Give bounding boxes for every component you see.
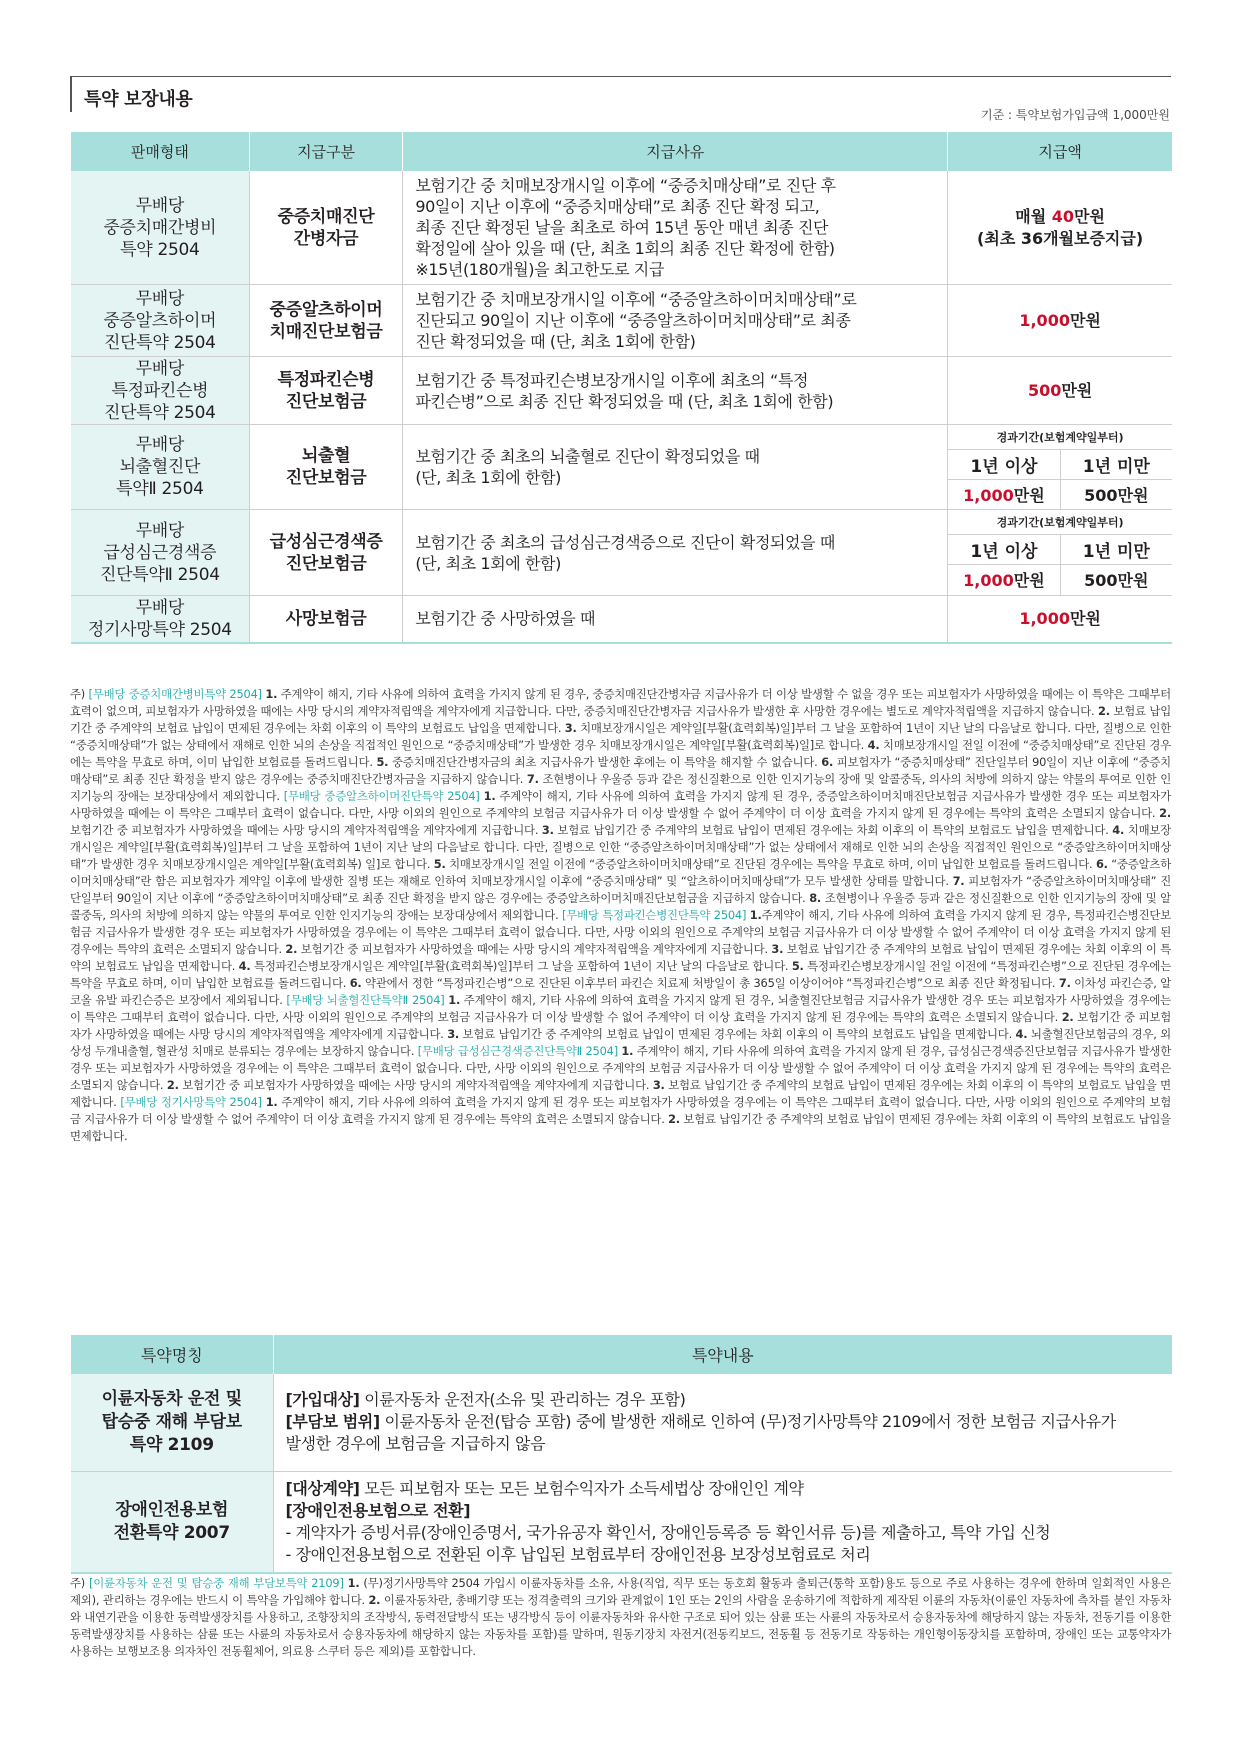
payment-category-cell [249, 171, 403, 285]
rider-name-highlight: [무배당 정기사망특약 2504] [120, 1095, 262, 1109]
note-item-number: 1. [448, 993, 461, 1007]
sales-type-cell [71, 510, 249, 596]
note-item-number: 2. [668, 1112, 680, 1126]
over-one-year-amount [948, 565, 1060, 595]
note-item-number: 7. [526, 772, 539, 786]
note-text: 중증치매진단간병자금의 최초 지급사유가 발생한 후에는 이 특약을 해지할 수 없습니다. [388, 755, 822, 769]
amount-unit: 만원 [1013, 571, 1045, 591]
note-text: 보험료 납입기간 중 주계약의 보험료 납입이 면제된 경우에는 차회 이후의 이 특약의 보험료도 납입을 면제합니다. [553, 823, 1113, 837]
note-text: 특정파킨슨병보장개시일은 계약일[부활(효력회복)일]부터 그 날을 포함하여 1년이 지난 날의 다음날로 합니다. [250, 959, 792, 973]
note-item-number: 7. [1058, 976, 1071, 990]
sales-type-line: 정기사망특약 2504 [87, 619, 232, 640]
sales-type-line: 중증치매간병비 [103, 217, 217, 238]
content-text: 이륜자동차 운전(탑승 포함) 중에 발생한 재해로 인하여 (무)정기사망특약 2109에서 정한 보험금 지급사유가 [379, 1412, 1116, 1432]
special-rider-table [71, 1335, 1172, 1574]
payment-reason-line: (단, 최초 1회에 한함) [415, 468, 561, 487]
payment-category-line: 진단보험금 [285, 391, 367, 412]
payment-amount-cell [948, 510, 1172, 596]
rider-notes [70, 686, 1171, 1145]
sales-type-line: 특정파킨슨병 [111, 380, 209, 401]
payment-amount-cell [948, 285, 1172, 357]
header-sales-type: 판매형태 [71, 132, 249, 171]
rider-name-line: 이륜자동차 운전 및 [101, 1388, 242, 1409]
payment-reason-line: (단, 최초 1회에 한함) [415, 553, 561, 573]
sales-type-line: 무배당 [135, 195, 185, 216]
rider-content-cell [273, 1471, 1172, 1573]
sales-type-line: 뇌출혈진단 [119, 457, 201, 477]
content-text: - 계약자가 증빙서류(장애인증명서, 국가유공자 확인서, 장애인등록증 등 확인서류 등)를 제출하고, 특약 가입 신청 [285, 1522, 1051, 1542]
payment-category-line: 진단보험금 [285, 553, 367, 574]
content-text: - 장애인전용보험으로 전환된 이후 납입된 보험료부터 장애인전용 보장성보험료로 처리 [285, 1544, 871, 1564]
section-left-rule [70, 76, 72, 112]
note-text: 주계약이 해지, 기타 사유에 의하여 효력을 가지지 않게 된 경우, 중증알츠하이머치매진단보험금 지급사유가 발생한 경우 또는 피보험자가 사망하였을 때에는 이 특약은 그때부터 효력이 없습니다. 다만, 사망 이외의 원인으로 주계약의 보험금 지급사유가 더 이상 발생할 수 없어 주계약이 더 이상 효력을 가지지 않게 된 경우에는 특약의 효력은 소멸되지 않습니다. [70, 789, 1171, 820]
sales-type-line: 특약 2504 [120, 239, 200, 260]
note-item-number: 2. [368, 1593, 381, 1607]
note-text: 보험기간 중 피보험자가 사망하였을 때에는 사망 당시의 계약자적립액을 계약자에게 지급합니다. [70, 1010, 1171, 1041]
over-one-year-label: 1년 이상 [948, 449, 1060, 479]
note-item-number: 5. [791, 959, 804, 973]
note-item-number: 6. [1095, 857, 1108, 871]
amount-unit: 만원 [1013, 485, 1045, 505]
note-item-number: 4. [238, 959, 251, 973]
note-item-number: 4. [1015, 1027, 1028, 1041]
note-text: 보험료 납입기간 중 주계약의 보험료 납입이 면제된 경우에는 차회 이후의 이 특약의 보험료도 납입을 면제합니다. [459, 1027, 1016, 1041]
note-text: 이차성 파킨슨증, 알코올 유발 파킨슨증은 보장에서 제외됩니다. [70, 976, 1171, 1007]
rider-name-line: 특약 2109 [129, 1434, 214, 1455]
table-row [71, 357, 1172, 425]
payment-reason-cell [403, 596, 948, 643]
content-text: 이륜자동차 운전자(소유 및 관리하는 경우 포함) [359, 1390, 686, 1410]
header-rider-content: 특약내용 [273, 1335, 1172, 1374]
sales-type-cell [71, 596, 249, 643]
note-text: 치매보장개시일 전일 이전에 “중증치매상태”로 진단된 경우에는 특약을 무효로 하며, 이미 납입한 보험료를 돌려드립니다. [70, 738, 1172, 769]
note-text: 보험료 납입기간 중 주계약의 보험료 납입이 면제된 경우에는 차회 이후의 이 특약의 보험료도 납입을 면제합니다. [70, 942, 1171, 973]
note-item-number: 1. [265, 687, 278, 701]
sales-type-line: 무배당 [135, 597, 185, 618]
section-title: 특약 보장내용 [84, 89, 193, 110]
payment-category-line: 급성심근경색증 [269, 531, 383, 552]
table-row [71, 425, 1172, 510]
payment-reason-line: 90일이 지난 이후에 “중증치매상태”로 최종 진단 확정 되고, [415, 197, 820, 216]
note-item-number: 1. [347, 1576, 360, 1590]
sales-type-line: 급성심근경색증 [103, 542, 217, 563]
payment-category-cell [249, 285, 403, 357]
note-text: 보험료 납입기간 중 주계약의 보험료 납입이 면제된 경우에는 차회 이후의 이 특약의 보험료도 납입을 면제합니다. [70, 1078, 1171, 1109]
sales-type-line: 무배당 [135, 288, 185, 309]
elapsed-label-row [948, 535, 1172, 565]
payment-category-line: 간병자금 [293, 228, 359, 249]
under-one-year-label: 1년 미만 [1060, 535, 1172, 565]
payment-category-cell [249, 425, 403, 510]
note-text: 주계약이 해지, 기타 사유에 의하여 효력을 가지지 않게 된 경우, 중증치매진단간병자금 지급사유가 더 이상 발생할 수 없을 경우 또는 피보험자가 사망하였을 때에는 이 특약은 그때부터 효력이 없으며, 피보험자가 사망하였을 때에는 사망 당시의 계약자적립액을 계약자에게 지급합니다. 다만, 중증치매진단간병자금 지급사유가 발생한 후 사망한 경우에는 별도로 계약자적립액을 지급하지 않습니다. [70, 687, 1171, 718]
payment-category-line: 중증알츠하이머 [269, 299, 383, 320]
payment-reason-line: 보험기간 중 최초의 급성심근경색증으로 진단이 확정되었을 때 [415, 532, 835, 552]
note-text: 치매보장개시일은 계약일[부활(효력회복)일]부터 그 날을 포함하여 1년이 지난 날의 다음날로 합니다. 다만, 질병으로 인한 “중증알츠하이머치매상태”가 없는 상태에서 재해로 인한 뇌의 손상을 직접적인 원인으로 “중증알츠하이머치매상태”가 발생한 경우 치매보장개시일은 계약일[부활(효력회복) 일]로 합니다. [70, 823, 1172, 871]
payment-category-cell [249, 357, 403, 425]
content-key: [부담보 범위] [285, 1412, 380, 1432]
over-one-year-amount [948, 479, 1060, 509]
note-text: 치매보장개시일 전일 이전에 “중증알츠하이머치매상태”로 진단된 경우에는 특약을 무효로 하며, 이미 납입한 보험료를 돌려드립니다. [445, 857, 1096, 871]
note-text: “중증알츠하이머치매상태”란 함은 피보험자가 계약일 이후에 발생한 질병 또는 재해로 인하여 치매보장개시일 이후에 “중증치매상태” 및 “알츠하이머치매상태”가 모두 발생한 상태를 말합니다. [70, 857, 1171, 888]
note-text: 보험기간 중 피보험자가 사망하였을 때에는 사망 당시의 계약자적립액을 계약자에게 지급합니다. [297, 942, 772, 956]
note-item-number: 1. [749, 908, 762, 922]
sales-type-line: 진단특약 2504 [104, 402, 216, 423]
table-row [71, 1471, 1172, 1573]
note-text: 치매보장개시일은 계약일[부활(효력회복)일]부터 그 날을 포함하여 1년이 지난 날의 다음날로 합니다. 다만, 질병으로 인한 “중증치매상태”가 없는 상태에서 재해로 인한 뇌의 손상을 직접적인 원인으로 “중증치매상태”가 발생한 경우 치매보장개시일은 계약일[부활(효력회복)일]로 합니다. [70, 721, 1171, 752]
note-text: 약관에서 정한 “특정파킨슨병”으로 진단된 이후부터 파킨슨 치료제 처방일이 총 365일 이상이어야 “특정파킨슨병”으로 최종 진단 확정됩니다. [361, 976, 1059, 990]
amount-figure: 500 [1027, 380, 1062, 400]
payment-amount-cell [948, 357, 1172, 425]
header-rider-name: 특약명칭 [71, 1335, 273, 1374]
sales-type-line: 무배당 [135, 520, 185, 541]
note-item-number: 1. [483, 789, 496, 803]
note-text: 조현병이나 우울증 등과 같은 정신질환으로 인한 인지기능의 장애 및 알콜중독, 의사의 처방에 의하지 않는 약물의 투여로 인한 인지기능의 장애는 보장대상에서 제외합니다. [70, 891, 1171, 922]
basis-note: 기준 : 특약보험가입금액 1,000만원 [981, 108, 1170, 122]
note-text: 보험료 납입기간 중 주계약의 보험료 납입이 면제된 경우에는 차회 이후의 이 특약의 보험료도 납입을 면제합니다. [70, 1112, 1171, 1143]
note-item-number: 2. [166, 1078, 179, 1092]
note-item-number: 2. [1098, 704, 1110, 718]
amount-unit: 만원 [1061, 380, 1093, 400]
payment-category-cell [249, 596, 403, 643]
note-item-number: 6. [349, 976, 362, 990]
content-key: [장애인전용보험으로 전환] [285, 1500, 471, 1520]
payment-amount-cell [948, 171, 1172, 285]
elapsed-label-row [948, 449, 1172, 479]
note-text: 피보험자가 “중증알츠하이머치매상태” 진단일부터 90일이 지난 이후에 “중증알츠하이머치매상태”로 최종 진단 확정을 받지 않은 경우에는 중증알츠하이머치매진단보험금을 지급하지 않습니다. [70, 874, 1171, 905]
payment-reason-line: 최종 진단 확정된 날을 최초로 하여 15년 동안 매년 최종 진단 [415, 218, 829, 237]
payment-category-line: 특정파킨슨병 [277, 369, 375, 390]
header-payment-amount: 지급액 [948, 132, 1172, 171]
note-item-number: 1. [621, 1044, 634, 1058]
rider-name-line: 전환특약 2007 [113, 1522, 230, 1543]
under-one-year-label: 1년 미만 [1060, 449, 1172, 479]
rider-name-highlight: [이륜자동차 운전 및 탑승중 재해 부담보특약 2109] [88, 1576, 344, 1590]
note-text: 보험기간 중 피보험자가 사망하였을 때에는 사망 당시의 계약자적립액을 계약자에게 지급합니다. [70, 823, 542, 837]
sales-type-cell [71, 171, 249, 285]
note-text: (무)정기사망특약 2504 가입시 이륜자동차를 소유, 사용(직업, 직무 또는 동호회 활동과 출퇴근(통학 포함)용도 등으로 주로 사용하는 경우에 한하며 일회적인 사용은 제외), 관리하는 경우에는 반드시 이 특약을 가입해야 합니다. [70, 1576, 1172, 1607]
payment-amount-cell [948, 596, 1172, 643]
note-text: 주계약이 해지, 기타 사유에 의하여 효력을 가지지 않게 된 경우, 뇌출혈진단보험금 지급사유가 발생한 경우 또는 피보험자가 사망하였을 경우에는 이 특약은 그때부터 효력이 없습니다. 다만, 사망 이외의 원인으로 주계약의 보험금 지급사유가 더 이상 발생할 수 없어 주계약이 더 이상 효력을 가지지 않게 된 경우에는 특약의 효력은 소멸되지 않습니다. [70, 993, 1171, 1024]
note-item-number: 1. [265, 1095, 278, 1109]
sales-type-line: 진단특약 2504 [104, 332, 216, 353]
rider-name-highlight: [무배당 급성심근경색증진단특약Ⅱ 2504] [417, 1044, 618, 1058]
rider-name-highlight: [무배당 뇌출혈진단특약Ⅱ 2504] [286, 993, 445, 1007]
payment-reason-cell [403, 357, 948, 425]
note-item-number: 3. [771, 942, 784, 956]
note-item-number: 3. [652, 1078, 665, 1092]
table-row [71, 171, 1172, 285]
rider-content-cell [273, 1374, 1172, 1471]
amount-unit: 만원 [1069, 608, 1101, 628]
over-one-year-label: 1년 이상 [948, 535, 1060, 565]
note-text: 뇌출혈진단보험금의 경우, 외상성 두개내출혈, 혈관성 치매로 분류되는 경우에는 보장하지 않습니다. [70, 1027, 1171, 1058]
payment-reason-line: 보험기간 중 최초의 뇌출혈로 진단이 확정되었을 때 [415, 447, 760, 466]
note-item-number: 7. [952, 874, 965, 888]
payment-reason-line: 진단 확정되었을 때 (단, 최초 1회에 한함) [415, 332, 696, 351]
amount-unit: 만원 [1069, 310, 1101, 330]
header-payment-reason: 지급사유 [403, 132, 948, 171]
note-item-number: 2. [1159, 806, 1171, 820]
sales-type-line: 중증알츠하이머 [103, 310, 217, 331]
under-one-year-amount: 500만원 [1084, 571, 1149, 591]
payment-category-line: 사망보험금 [285, 608, 367, 629]
note-text: 이륜자동차란, 총배기량 또는 정격출력의 크기와 관계없이 1인 또는 2인의 사람을 운송하기에 적합하게 제작된 이륜의 자동차(이륜인 자동차에 측차를 붙인 자동차와 내연기관을 이용한 동력발생장치를 사용하고, 조향장치의 조작방식, 동력전달방식 또는 냉각방식 등이 이륜자동차와 유사한 구조로 되어 있는 삼륜 또는 사륜의 자동차로서 승용자동차에 해당하지 않는 자동차, 전동기를 이용한 동력발생장치를 사용하는 삼륜 또는 사륜의 자동차로서 승용자동차에 해당하지 않는 자동차를 포함)를 말하며, 원동기장치 자전거(전동킥보드, 전동휠 등 전동기로 작동하는 개인형이동장치를 포함하며, 장애인 또는 교통약자가 사용하는 보행보조용 의자차인 전동휠체어, 의료용 스쿠터 등은 제외)를 포함합니다. [70, 1593, 1171, 1658]
rider-name-cell [71, 1471, 273, 1573]
table-row [71, 510, 1172, 596]
payment-reason-line: 보험기간 중 치매보장개시일 이후에 “중증알츠하이머치매상태”로 [415, 290, 857, 309]
payment-reason-line: 보험기간 중 사망하였을 때 [415, 609, 596, 629]
note-text: 주계약이 해지, 기타 사유에 의하여 효력을 가지지 않게 된 경우, 급성심근경색증진단보험금 지급사유가 발생한 경우 또는 피보험자가 사망하였을 경우에는 이 특약은 그때부터 효력이 없습니다. 다만, 사망 이외의 원인으로 주계약의 보험금 지급사유가 더 이상 발생할 수 없어 주계약이 더 이상 효력을 가지지 않게 된 경우에는 특약의 효력은 소멸되지 않습니다. [70, 1044, 1172, 1092]
elapsed-header-row [948, 425, 1172, 449]
note-text: 보험기간 중 피보험자가 사망하였을 때에는 사망 당시의 계약자적립액을 계약자에게 지급합니다. [178, 1078, 653, 1092]
amount-prefix: 매월 [1015, 206, 1052, 226]
note-item-number: 5. [433, 857, 446, 871]
rider-name-highlight: [무배당 중증치매간병비특약 2504] [88, 687, 262, 701]
content-key: [가입대상] [285, 1390, 360, 1410]
sales-type-cell [71, 357, 249, 425]
note-item-number: 3. [564, 721, 577, 735]
note-text: 주계약이 해지, 기타 사유에 의하여 효력을 가지지 않게 된 경우, 특정파킨슨병진단보험금 지급사유가 발생한 경우 또는 피보험자가 사망하였을 경우에는 이 특약은 그때부터 효력이 없습니다. 다만, 사망 이외의 원인으로 주계약의 보험금 지급사유가 더 이상 발생할 수 없어 주계약이 더 이상 효력을 가지지 않게 된 경우에는 특약의 효력은 소멸되지 않습니다. [70, 908, 1171, 956]
amount-figure: 1,000 [963, 485, 1014, 505]
content-text: 발생한 경우에 보험금을 지급하지 않음 [285, 1434, 546, 1454]
section-top-rule [70, 76, 1171, 77]
note-item-number: 2. [285, 942, 298, 956]
note-item-number: 6. [821, 755, 834, 769]
sales-type-cell [71, 425, 249, 510]
payment-reason-line: 확정일에 살아 있을 때 (단, 최초 1회의 최종 진단 확정에 한함) [415, 239, 835, 258]
amount-figure: 1,000 [1019, 608, 1070, 628]
table-row [71, 596, 1172, 643]
rider-name-highlight: [무배당 특정파킨슨병진단특약 2504] [562, 908, 747, 922]
payment-category-line: 진단보험금 [285, 468, 367, 488]
note-item-number: 4. [867, 738, 880, 752]
rider-name-line: 장애인전용보험 [115, 1499, 229, 1520]
elapsed-period-header: 경과기간(보험계약일부터) [948, 425, 1172, 449]
elapsed-header-row [948, 511, 1172, 535]
rider-coverage-table [71, 132, 1172, 644]
elapsed-period-subtable [948, 511, 1172, 595]
note-prefix: 주) [70, 687, 89, 701]
rider-name-highlight: [무배당 중증알츠하이머진단특약 2504] [283, 789, 480, 803]
payment-reason-cell [403, 510, 948, 596]
header-payment-category: 지급구분 [249, 132, 403, 171]
note-item-number: 3. [447, 1027, 460, 1041]
elapsed-value-row [948, 479, 1172, 509]
note-item-number: 5. [376, 755, 389, 769]
payment-reason-line: 진단되고 90일이 지난 이후에 “중증알츠하이머치매상태”로 최종 [415, 311, 851, 330]
amount-unit: 만원 [1074, 206, 1105, 226]
note-item-number: 3. [541, 823, 554, 837]
under-one-year-amount: 500만원 [1084, 485, 1149, 505]
content-key: [대상계약] [285, 1478, 360, 1498]
amount-note: (최초 36개월보증지급) [977, 228, 1144, 248]
note-text: 보험료 납입기간 중 주계약의 보험료 납입이 면제된 경우에는 차회 이후의 이 특약의 보험료도 납입을 면제합니다. [70, 704, 1171, 735]
sales-type-cell [71, 285, 249, 357]
amount-figure: 1,000 [1019, 310, 1070, 330]
payment-amount-cell [948, 425, 1172, 510]
payment-category-line: 중증치매진단 [277, 206, 375, 227]
payment-reason-cell [403, 171, 948, 285]
payment-reason-line: 보험기간 중 치매보장개시일 이후에 “중증치매상태”로 진단 후 [415, 176, 836, 195]
amount-figure: 40 [1051, 206, 1075, 226]
table-row [71, 285, 1172, 357]
note-item-number: 4. [1112, 823, 1125, 837]
sales-type-line: 무배당 [135, 435, 185, 455]
rider-name-cell [71, 1374, 273, 1471]
note-text: 조현병이나 우울증 등과 같은 정신질환으로 인한 인지기능의 장애 및 알콜중독, 의사의 처방에 의하지 않는 약물의 투여로 인한 인지기능의 장애는 보장대상에서 제외합니다. [70, 772, 1172, 803]
payment-reason-line: ※15년(180개월)을 최고한도로 지급 [415, 260, 664, 279]
note-text: 주계약이 해지, 기타 사유에 의하여 효력을 가지지 않게 된 경우 또는 피보험자가 사망하였을 경우에는 이 특약은 그때부터 효력이 없습니다. 다만, 사망 이외의 원인으로 주계약의 보험금 지급사유가 더 이상 발생할 수 없어 주계약이 더 이상 효력을 가지지 않게 된 경우에는 특약의 효력은 소멸되지 않습니다. [70, 1095, 1172, 1126]
elapsed-period-subtable [948, 425, 1172, 509]
payment-reason-cell [403, 285, 948, 357]
payment-reason-cell [403, 425, 948, 510]
note-item-number: 8. [809, 891, 822, 905]
payment-reason-line: 보험기간 중 특정파킨슨병보장개시일 이후에 최초의 “특정 [415, 370, 809, 390]
payment-category-line: 치매진단보험금 [269, 321, 383, 342]
sales-type-line: 진단특약Ⅱ 2504 [100, 564, 220, 585]
special-rider-notes [70, 1575, 1171, 1660]
note-item-number: 2. [1061, 1010, 1074, 1024]
payment-reason-line: 파킨슨병”으로 최종 진단 확정되었을 때 (단, 최초 1회에 한함) [415, 391, 834, 411]
sales-type-line: 특약Ⅱ 2504 [116, 479, 204, 499]
content-text: 모든 피보험자 또는 모든 보험수익자가 소득세법상 장애인인 계약 [359, 1478, 804, 1498]
sales-type-line: 무배당 [135, 358, 185, 379]
amount-figure: 1,000 [963, 571, 1014, 591]
payment-category-line: 뇌출혈 [301, 446, 351, 466]
elapsed-period-header: 경과기간(보험계약일부터) [948, 511, 1172, 535]
note-text: 피보험자가 “중증치매상태” 진단일부터 90일이 지난 이후에 “중증치매상태”로 최종 진단 확정을 받지 않은 경우에는 중증치매진단간병자금을 지급하지 않습니다. [70, 755, 1171, 786]
table-row [71, 1374, 1172, 1471]
payment-category-cell [249, 510, 403, 596]
elapsed-value-row [948, 565, 1172, 595]
note-prefix: 주) [70, 1576, 89, 1590]
note-text: 특정파킨슨병보장개시일 전일 이전에 “특정파킨슨병”으로 진단된 경우에는 특약을 무효로 하며, 이미 납입한 보험료를 돌려드립니다. [70, 959, 1171, 990]
rider-name-line: 탑승중 재해 부담보 [101, 1411, 242, 1432]
